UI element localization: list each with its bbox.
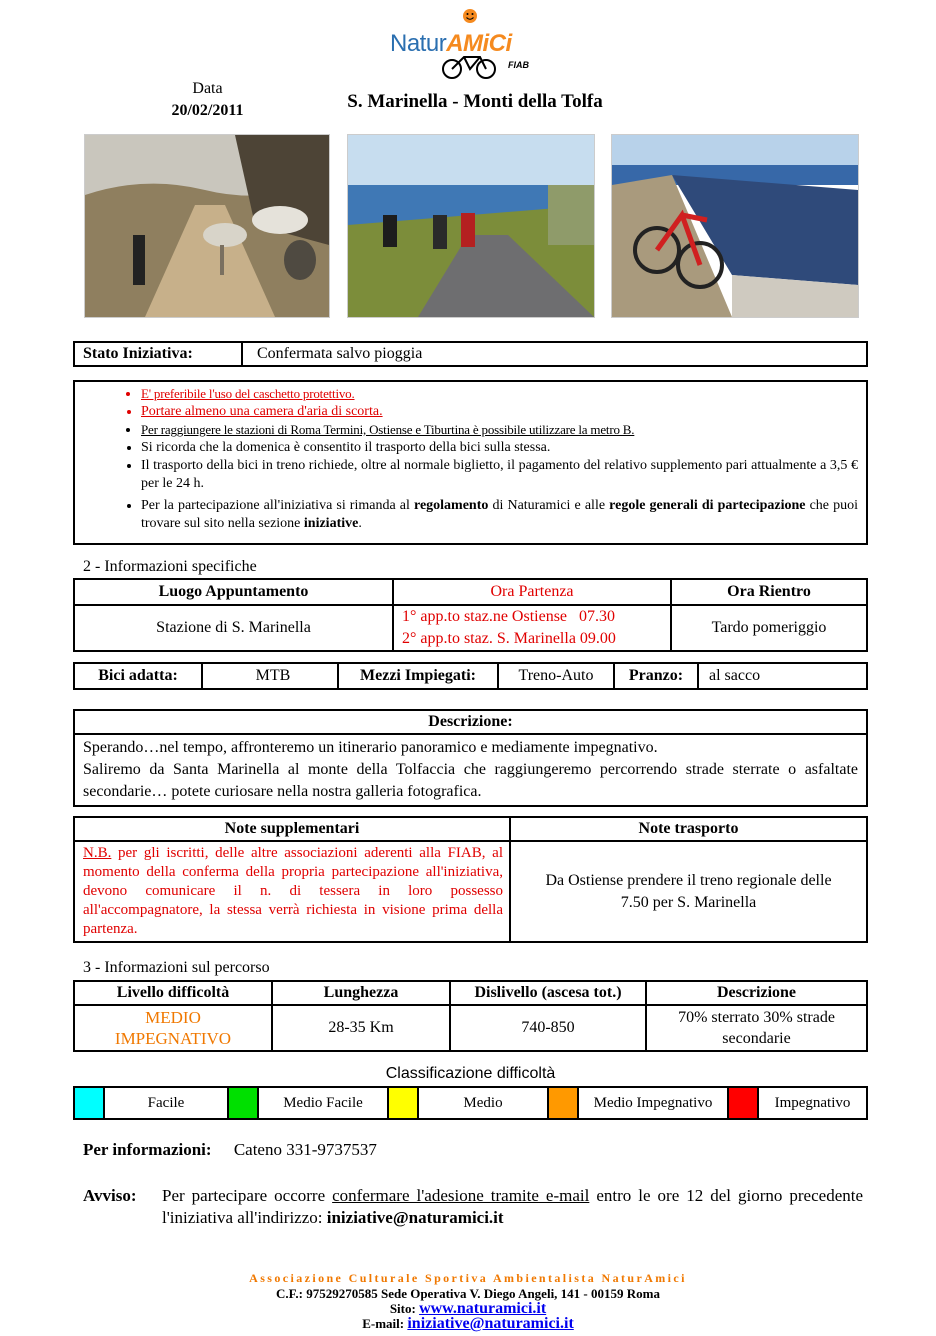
page-title: S. Marinella - Monti della Tolfa [347,91,603,112]
pranzo-label: Pranzo: [614,663,698,689]
descrizione-heading: Descrizione: [75,711,866,735]
bici-mezzi-row [73,662,868,690]
note-regolamento: • Per la partecipazione all'iniziativa si rimanda al regolamento di Naturamici e alle regole generali di partecipazione che puoi trovare sul sito nella sezione iniziative. [141,497,858,533]
avviso-label: Avviso: [83,1186,137,1205]
note-metro: • Per raggiungere le stazioni di Roma Termini, Ostiense e Tiburtina è possibile utilizzare la metro B. [141,421,858,439]
luogo-value: Stazione di S. Marinella [74,605,393,651]
photo-cows-trail [84,134,330,318]
note-supplementari-text: N.B. per gli iscritti, delle altre associazioni aderenti alla FIAB, al momento della conferma della propria partecipazione all'iniziativa, devono comunicare il n. di tessera in loro possesso all'accompagnatore, la stessa verrà richiesta in visione prima della partenza. [74,841,510,942]
notes-box [73,380,868,545]
section3-heading: 3 - Informazioni sul percorso [83,959,270,976]
legend-label-1: Medio Facile [258,1087,388,1119]
info-row [83,1140,377,1160]
header-note-trasporto: Note trasporto [510,817,867,841]
info-value: Cateno 331-9737537 [233,1140,377,1159]
note-caschetto: • E' preferibile l'uso del caschetto protettivo. [141,385,858,403]
legend-swatch-4 [728,1087,758,1119]
rientro-value: Tardo pomeriggio [671,605,867,651]
stato-label: Stato Iniziativa: [75,343,243,365]
descrizione-box [73,709,868,807]
header-rientro: Ora Rientro [671,579,867,605]
logo-text-amici: AMiCi [446,30,512,57]
date-value: 20/02/2011 [171,102,244,119]
descrizione-percorso-value: 70% sterrato 30% strade secondarie [646,1005,867,1051]
mezzi-value: Treno-Auto [498,663,614,689]
note-domenica: • Si ricorda che la domenica è consentito il trasporto della bici sulla stessa. [141,439,858,457]
legend-swatch-2 [388,1087,418,1119]
dislivello-value: 740-850 [450,1005,646,1051]
info-specifiche-table [73,578,868,652]
header-lunghezza: Lunghezza [272,981,450,1005]
naturamici-logo [390,8,550,80]
descrizione-line1: Sperando…nel tempo, affronteremo un itinerario panoramico e mediamente impegnativo. [83,739,658,756]
logo-text-natur: Natur [390,30,447,57]
footer: Associazione Culturale Sportiva Ambientalista NaturAmici C.F.: 97529270585 Sede Operativa V. Diego Angeli, 141 - 00159 Roma Sito: www.naturamici.it E-mail: iniziative@naturamici.it [0,1271,936,1331]
photo-bike-pool [611,134,859,318]
legend-label-3: Medio Impegnativo [578,1087,728,1119]
header-luogo: Luogo Appuntamento [74,579,393,605]
header-note-supplementari: Note supplementari [74,817,510,841]
difficulty-legend [73,1086,868,1120]
header-descrizione: Descrizione [646,981,867,1005]
info-label: Per informazioni: [83,1140,212,1159]
note-supplemento: • Il trasporto della bici in treno richiede, oltre al normale biglietto, il pagamento del relativo supplemento pari attualmente a 3,5 € per le 24 h. [141,457,858,493]
legend-title: Classificazione difficoltà [385,1065,556,1082]
avviso-row [83,1185,863,1229]
header-partenza: Ora Partenza [393,579,671,605]
legend-swatch-0 [74,1087,104,1119]
photo-cyclists-sea [347,134,595,318]
legend-swatch-3 [548,1087,578,1119]
smiley-icon [462,8,478,24]
percorso-table [73,980,868,1052]
footer-org: Associazione Culturale Sportiva Ambientalista NaturAmici [249,1271,687,1285]
header-dislivello: Dislivello (ascesa tot.) [450,981,646,1005]
footer-sito-link[interactable]: www.naturamici.it [419,1300,547,1317]
footer-cf: C.F.: 97529270585 Sede Operativa V. Diego Angeli, 141 - 00159 Roma [276,1286,660,1301]
header-livello: Livello difficoltà [74,981,272,1005]
logo-fiab: FIAB [508,60,529,70]
descrizione-line2: Saliremo da Santa Marinella al monte della Tolfaccia che raggiungeremo percorrendo strade sterrate o asfaltate secondarie… potete curiosare nella nostra galleria fotografica. [83,761,858,800]
legend-label-0: Facile [104,1087,228,1119]
bici-label: Bici adatta: [74,663,202,689]
legend-swatch-1 [228,1087,258,1119]
bicycle-icon [440,52,500,80]
partenza-value: 1° app.to staz.ne Ostiense 07.30 2° app.to staz. S. Marinella 09.00 [393,605,671,651]
lunghezza-value: 28-35 Km [272,1005,450,1051]
stato-value: Confermata salvo pioggia [257,345,423,362]
date-label: Data [192,80,223,97]
section2-heading: 2 - Informazioni specifiche [83,558,257,575]
legend-label-2: Medio [418,1087,548,1119]
pranzo-value: al sacco [698,663,867,689]
avviso-email[interactable]: iniziative@naturamici.it [326,1208,504,1227]
stato-iniziativa [73,341,868,367]
avviso-text: Per partecipare occorre confermare l'adesione tramite e-mail entro le ore 12 del giorno precedente l'iniziativa all'indirizzo: iniziative@naturamici.it [162,1186,864,1227]
footer-email-link[interactable]: iniziative@naturamici.it [407,1315,574,1332]
note-table [73,816,868,943]
mezzi-label: Mezzi Impiegati: [338,663,498,689]
note-camera-aria: • Portare almeno una camera d'aria di scorta. [141,403,858,421]
livello-value: MEDIO IMPEGNATIVO [74,1005,272,1051]
note-trasporto-text: Da Ostiense prendere il treno regionale delle 7.50 per S. Marinella [510,841,867,942]
bici-value: MTB [202,663,338,689]
legend-label-4: Impegnativo [758,1087,867,1119]
